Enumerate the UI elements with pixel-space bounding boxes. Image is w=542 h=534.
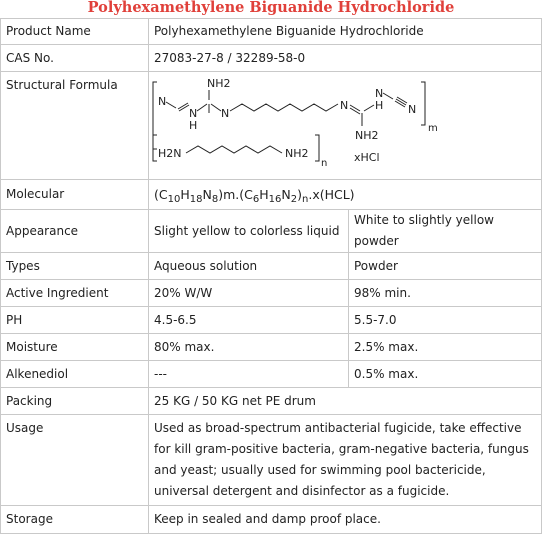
- usage-text: Used as broad-spectrum antibacterial fugicide, take effective for kill gram-positive bacteria, gram-negative bacteria, fungus and yeast; usually used for swimming pool bactericide, universal detergent and disinfector as a fugicide.: [149, 415, 542, 506]
- row-value-liquid: Aqueous solution: [149, 253, 349, 280]
- formula-atom: N: [158, 94, 167, 108]
- row-label: Usage: [1, 415, 149, 506]
- table-row: [1, 415, 542, 506]
- formula-bond: [211, 104, 221, 111]
- structural-formula-diagram: [149, 73, 541, 179]
- row-value: 27083-27-8 / 32289-58-0: [149, 45, 542, 72]
- formula-atom: N: [340, 98, 349, 112]
- row-label: CAS No.: [1, 45, 149, 72]
- bracket-right: [421, 82, 425, 125]
- row-value-liquid: Slight yellow to colorless liquid: [149, 210, 349, 253]
- row-value-powder: 0.5% max.: [349, 361, 542, 388]
- row-label: Active Ingredient: [1, 280, 149, 307]
- formula-chain: [230, 104, 338, 111]
- row-value-powder: 5.5-7.0: [349, 307, 542, 334]
- row-label: Structural Formula: [1, 72, 149, 180]
- formula-bond: [364, 105, 374, 111]
- table-row: [1, 506, 542, 534]
- formula-atom: N: [375, 86, 384, 100]
- row-label: Packing: [1, 388, 149, 415]
- formula-bond: [197, 104, 207, 111]
- row-value-powder: 98% min.: [349, 280, 542, 307]
- table-row: [1, 210, 542, 253]
- molecular-formula: $(C_{10}H_{18}N_8)m.(C_6H_{16}N_2)_n.x(HCL)$: [149, 180, 542, 210]
- row-label: PH: [1, 307, 149, 334]
- formula-chain: [186, 146, 282, 153]
- row-value: Polyhexamethylene Biguanide Hydrochloride: [149, 19, 542, 45]
- row-label: Moisture: [1, 334, 149, 361]
- formula-bond: [350, 108, 360, 114]
- spec-table: [0, 18, 542, 534]
- table-row: [1, 180, 542, 210]
- row-value-liquid: 4.5-6.5: [149, 307, 349, 334]
- formula-bond: [166, 102, 176, 108]
- bracket-left-bottom: [153, 135, 157, 161]
- row-value: Keep in sealed and damp proof place.: [149, 506, 542, 534]
- formula-bond: [350, 105, 360, 111]
- formula-subscript: n: [321, 157, 328, 169]
- formula-atom: N: [221, 106, 230, 120]
- table-row: [1, 280, 542, 307]
- row-value-powder: White to slightly yellow powder: [349, 210, 542, 253]
- row-value-powder: 2.5% max.: [349, 334, 542, 361]
- row-value-powder: Powder: [349, 253, 542, 280]
- formula-atom: H: [189, 118, 198, 132]
- formula-atom: H2N: [158, 146, 182, 160]
- formula-salt: xHCl: [354, 150, 380, 164]
- formula-atom: NH2: [285, 146, 309, 160]
- table-row: [1, 45, 542, 72]
- row-value-liquid: 20% W/W: [149, 280, 349, 307]
- table-row: [1, 307, 542, 334]
- formula-subscript: m: [428, 122, 438, 134]
- formula-atom: NH2: [207, 76, 231, 90]
- row-value: 25 KG / 50 KG net PE drum: [149, 388, 542, 415]
- structural-formula: [149, 72, 542, 180]
- table-row: [1, 361, 542, 388]
- table-row: [1, 19, 542, 45]
- formula-bond: [383, 93, 393, 99]
- row-label: Storage: [1, 506, 149, 534]
- bracket-left: [153, 82, 157, 149]
- row-value-liquid: 80% max.: [149, 334, 349, 361]
- page-title: Polyhexamethylene Biguanide Hydrochloride: [87, 0, 455, 16]
- formula-atom: N: [408, 102, 417, 116]
- row-label: Types: [1, 253, 149, 280]
- table-row: [1, 388, 542, 415]
- row-label: Molecular: [1, 180, 149, 210]
- formula-atom: N: [189, 106, 198, 120]
- table-row: [1, 72, 542, 180]
- table-row: [1, 334, 542, 361]
- row-label: Product Name: [1, 19, 149, 45]
- table-row: [1, 253, 542, 280]
- bracket-right-bottom: [315, 135, 319, 161]
- row-label: Alkenediol: [1, 361, 149, 388]
- row-label: Appearance: [1, 210, 149, 253]
- formula-atom: H: [375, 98, 384, 112]
- formula-atom: NH2: [355, 128, 379, 142]
- row-value-liquid: ---: [149, 361, 349, 388]
